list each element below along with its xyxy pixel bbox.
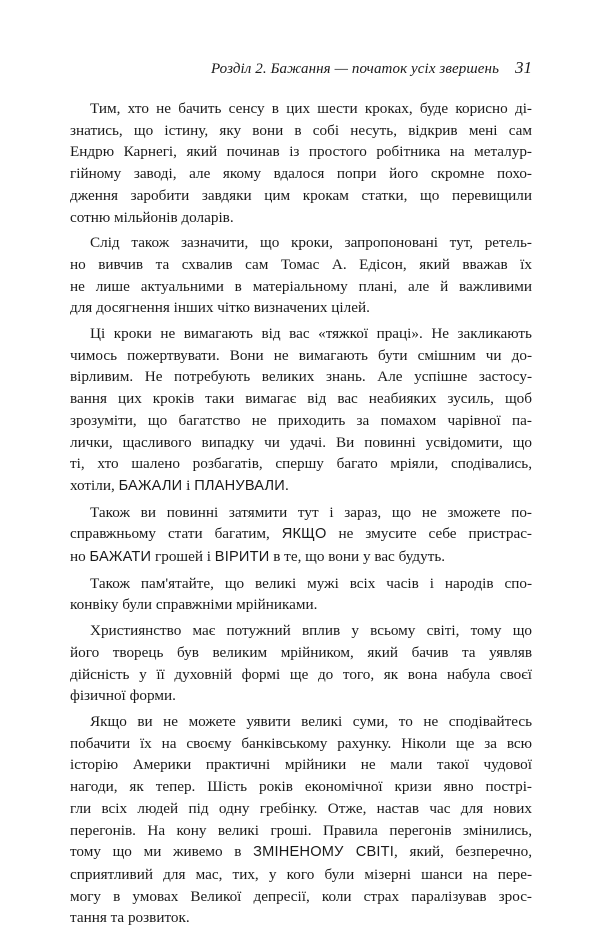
emphasis-caps: БАЖАТИ: [89, 549, 152, 566]
text-line: вання цих кроків таки вимагає від вас неабияких зусиль, щоб: [70, 390, 532, 408]
text-line: Ці кроки не вимагають від вас «тяжкої праці». Не закликають: [90, 325, 532, 343]
text-line: могу в умовах Великої депресії, коли страх паралізував зрос-: [70, 887, 532, 905]
text-line: його творець був великим мрійником, який бачив та уявляв: [70, 643, 532, 661]
emphasis-caps: БАЖАЛИ: [118, 477, 183, 494]
emphasis-caps: ВІРИТИ: [214, 549, 270, 566]
text-line: сприятливий для мас, тих, у кого були мізерні шанси на пере-: [70, 865, 532, 883]
text-line: дійсність у її духовній формі ще до того, як вона набула своєї: [70, 665, 532, 683]
text-line: Тим, хто не бачить сенсу в цих шести кроках, буде корисно ді-: [90, 100, 532, 117]
text-line: нагоди, як тепер. Шість років економічної кризи явно пострі-: [70, 778, 532, 796]
paragraph-1: [70, 98, 532, 228]
text-line: но вивчив та схвалив сам Томас А. Едісон, який вважав їх: [70, 255, 532, 273]
paragraph-3: [70, 323, 532, 498]
running-header: [70, 58, 532, 84]
text-line: справжньому стати багатим, ЯКЩО не змусите себе пристрас-: [70, 525, 532, 543]
text-line: для досягнення інших чітко визначених цілей.: [70, 299, 370, 317]
text-line: Ендрю Карнегі, який починав із простого робітника на металур-: [70, 143, 532, 161]
emphasis-caps: ПЛАНУВАЛИ: [194, 477, 285, 494]
chapter-running-title: Розділ 2. Бажання — початок усіх звершень: [210, 61, 499, 77]
text-line: гли всіх людей під одну гребінку. Отже, настав час для нових: [70, 799, 532, 817]
text-line: ті, хто шалено розбагатів, спершу багато мріяли, сподівались,: [70, 455, 532, 473]
text-line: тому що ми живемо в ЗМІНЕНОМУ СВІТІ, який, безперечно,: [70, 843, 532, 861]
paragraph-5: [70, 573, 532, 616]
text-line: тання та розвиток.: [70, 909, 190, 927]
emphasis-caps: ЗМІНЕНОМУ СВІТІ: [253, 844, 394, 861]
text-line: лички, щасливого випадку чи удачі. Ви повинні усвідомити, що: [70, 433, 532, 451]
emphasis-caps: ЯКЩО: [281, 526, 327, 543]
text-line: сотню мільйонів доларів.: [70, 208, 234, 226]
text-line: хотіли, БАЖАЛИ і ПЛАНУВАЛИ.: [70, 476, 289, 494]
text-line: Слід також зазначити, що кроки, запропоновані тут, ретель-: [90, 234, 532, 252]
text-line: Також пам'ятайте, що великі мужі всіх часів і народів спо-: [90, 574, 532, 592]
text-line: гійному заводі, але якому вдалося попри його скромне похо-: [70, 165, 532, 183]
paragraph-7: [70, 711, 532, 929]
paragraph-2: [70, 232, 532, 319]
text-line: фізичної форми.: [70, 687, 176, 705]
body-text: [70, 98, 532, 933]
paragraph-4: [70, 502, 532, 569]
text-line: зрозуміти, що багатство не приходить за помахом чарівної па-: [70, 411, 532, 429]
text-line: не лише актуальними в матеріальному плані, але й важливими: [70, 277, 532, 295]
text-line: чимось пожертвувати. Вони не вимагають бути смішним чи до-: [70, 346, 532, 364]
page-number: 31: [515, 58, 532, 77]
text-line: побачити їх на своєму банківському рахунку. Ніколи ще за всю: [70, 734, 532, 752]
text-line: знатись, що істину, яку вони в собі несуть, відкрив мені сам: [70, 121, 532, 139]
text-line: історію Америки практичні мрійники не мали такої чудової: [70, 756, 532, 774]
text-line: вірливим. Не потребують великих знань. Але успішне застосу-: [70, 368, 532, 386]
text-line: конвіку були справжніми мрійниками.: [70, 596, 318, 614]
paragraph-6: [70, 620, 532, 707]
text-line: Також ви повинні затямити тут і зараз, що не зможете по-: [90, 503, 532, 521]
text-line: Якщо ви не можете уявити великі суми, то не сподівайтесь: [90, 712, 532, 730]
text-line: дження заробити завдяки цим крокам статки, що перевищили: [70, 186, 532, 204]
text-line: Християнство має потужний вплив у всьому світі, тому що: [90, 622, 532, 640]
text-line: перегонів. На кону великі гроші. Правила перегонів змінились,: [70, 821, 532, 839]
text-line: но БАЖАТИ грошей і ВІРИТИ в те, що вони у вас будуть.: [70, 548, 446, 566]
